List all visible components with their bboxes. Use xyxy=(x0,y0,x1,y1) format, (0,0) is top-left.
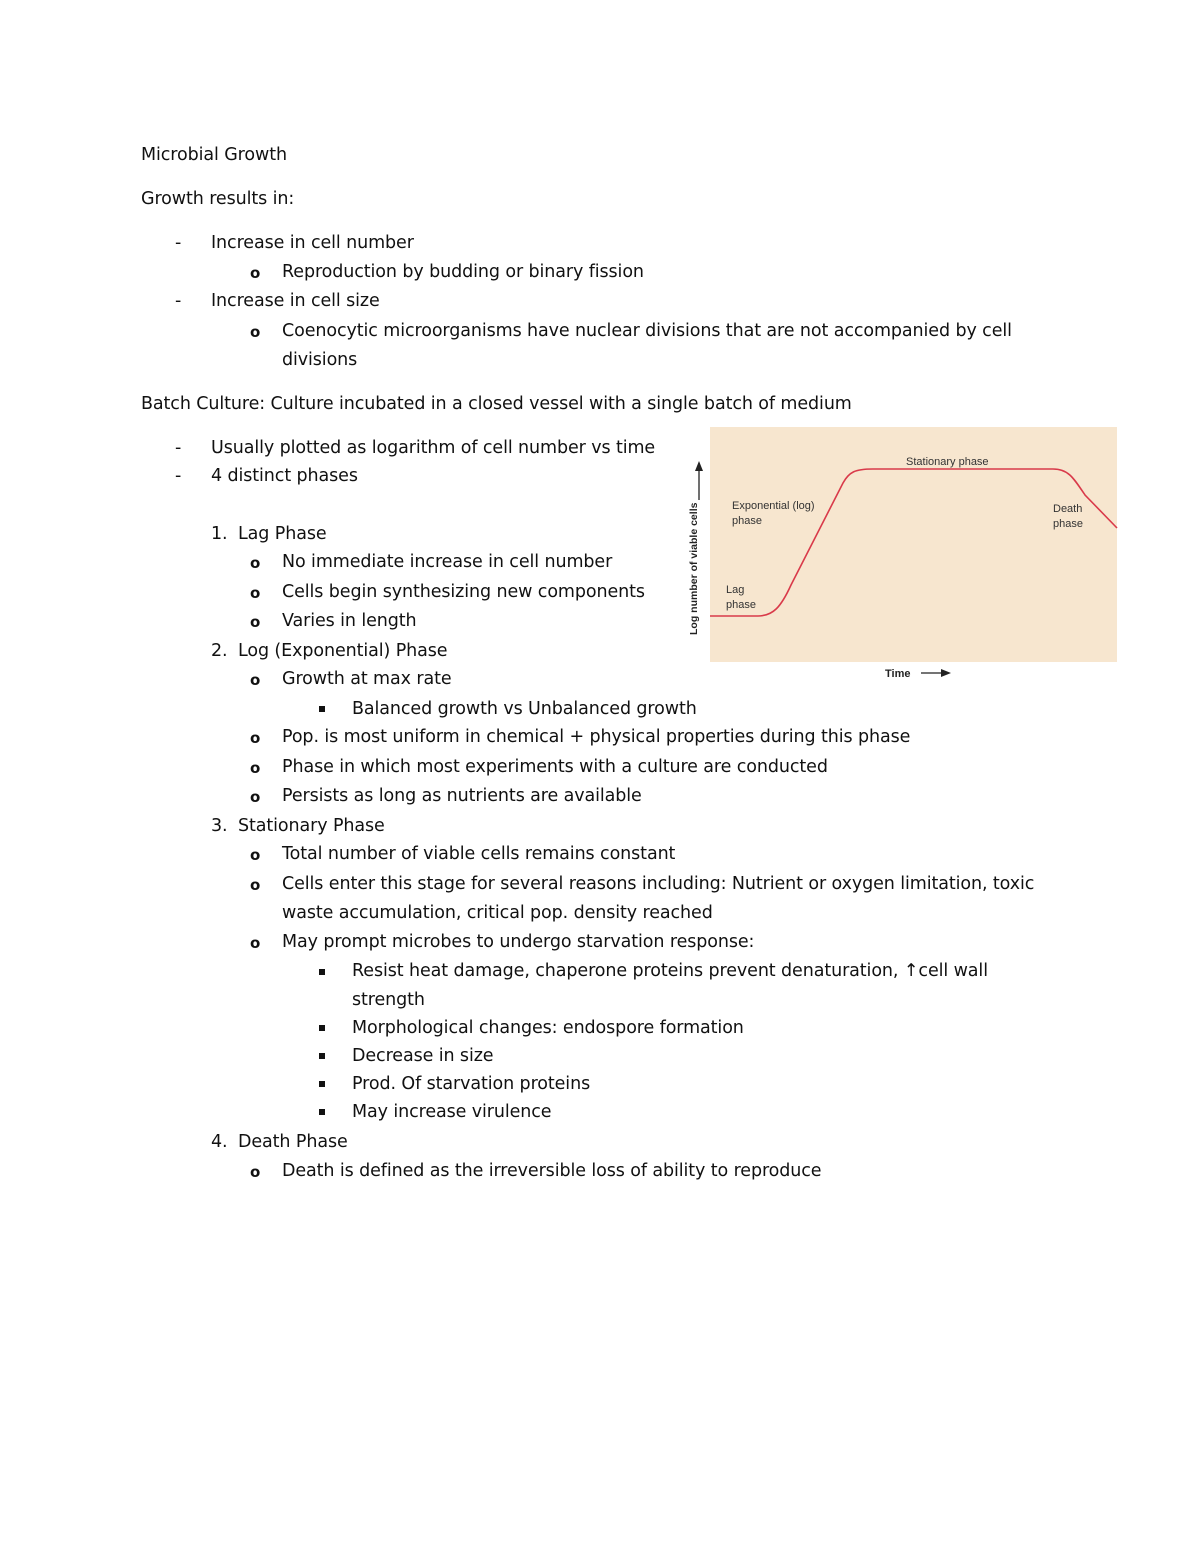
circle-bullet: o xyxy=(250,323,261,341)
list-item: Balanced growth vs Unbalanced growth xyxy=(352,699,697,719)
list-item-text: Resist heat damage, chaperone proteins prevent denaturation, xyxy=(352,961,904,981)
circle-bullet: o xyxy=(250,846,261,864)
list-item: divisions xyxy=(282,350,358,370)
list-item: Decrease in size xyxy=(352,1046,494,1066)
list-item: Morphological changes: endospore formation xyxy=(352,1018,744,1038)
phase-number: 4. xyxy=(211,1132,228,1152)
circle-bullet: o xyxy=(250,729,261,747)
square-bullet xyxy=(319,1081,325,1087)
circle-bullet: o xyxy=(250,788,261,806)
phase-heading: Lag Phase xyxy=(238,524,327,544)
dash-bullet: - xyxy=(175,438,182,458)
batch-heading: Batch Culture: Culture incubated in a closed vessel with a single batch of medium xyxy=(141,394,852,414)
circle-bullet: o xyxy=(250,759,261,777)
list-item: Cells begin synthesizing new components xyxy=(282,582,645,602)
death-phase-label: Death xyxy=(1053,503,1083,515)
list-item: Persists as long as nutrients are available xyxy=(282,786,642,806)
arrow-up-icon xyxy=(695,461,703,471)
circle-bullet: o xyxy=(250,934,261,952)
square-bullet xyxy=(319,706,325,712)
list-item: Coenocytic microorganisms have nuclear divisions that are not accompanied by cell xyxy=(282,321,1012,341)
death-phase-label: phase xyxy=(1053,518,1083,530)
square-bullet xyxy=(319,1053,325,1059)
list-item: 4 distinct phases xyxy=(211,466,358,486)
arrow-up-icon: ↑ xyxy=(903,961,919,981)
list-item: Prod. Of starvation proteins xyxy=(352,1074,591,1094)
list-item: No immediate increase in cell number xyxy=(282,552,613,572)
square-bullet xyxy=(319,969,325,975)
arrow-right-icon xyxy=(941,669,951,677)
exponential-phase-label: Exponential (log) xyxy=(732,500,815,512)
list-item: Cells enter this stage for several reasons including: Nutrient or oxygen limitation, toxic xyxy=(282,874,1035,894)
list-item: Increase in cell number xyxy=(211,233,414,253)
x-axis-label: Time xyxy=(885,668,911,680)
list-item: Death is defined as the irreversible loss of ability to reproduce xyxy=(282,1161,822,1181)
list-item-text: cell wall xyxy=(918,961,988,981)
growth-curve-figure xyxy=(683,425,1119,687)
growth-curve-svg xyxy=(683,425,1119,687)
list-item: Phase in which most experiments with a culture are conducted xyxy=(282,757,828,777)
phase-heading: Death Phase xyxy=(238,1132,348,1152)
circle-bullet: o xyxy=(250,554,261,572)
y-axis-label: Log number of viable cells xyxy=(688,502,700,635)
dash-bullet: - xyxy=(175,233,182,253)
list-item: Growth at max rate xyxy=(282,669,452,689)
exponential-phase-label: phase xyxy=(732,515,762,527)
phase-heading: Log (Exponential) Phase xyxy=(238,641,448,661)
lag-phase-label: phase xyxy=(726,599,756,611)
circle-bullet: o xyxy=(250,876,261,894)
phase-number: 2. xyxy=(211,641,228,661)
list-item: Total number of viable cells remains constant xyxy=(282,844,676,864)
list-item: Pop. is most uniform in chemical + physical properties during this phase xyxy=(282,727,911,747)
list-item: Usually plotted as logarithm of cell number vs time xyxy=(211,438,656,458)
phase-number: 3. xyxy=(211,816,228,836)
circle-bullet: o xyxy=(250,584,261,602)
circle-bullet: o xyxy=(250,264,261,282)
list-item: strength xyxy=(352,990,425,1010)
growth-intro: Growth results in: xyxy=(141,189,295,209)
list-item: Increase in cell size xyxy=(211,291,380,311)
square-bullet xyxy=(319,1025,325,1031)
circle-bullet: o xyxy=(250,671,261,689)
circle-bullet: o xyxy=(250,1163,261,1181)
dash-bullet: - xyxy=(175,291,182,311)
stationary-phase-label: Stationary phase xyxy=(906,456,989,468)
list-item: May prompt microbes to undergo starvation response: xyxy=(282,932,755,952)
doc-title: Microbial Growth xyxy=(141,145,287,165)
list-item: waste accumulation, critical pop. density reached xyxy=(282,903,713,923)
phase-number: 1. xyxy=(211,524,228,544)
dash-bullet: - xyxy=(175,466,182,486)
list-item xyxy=(352,960,988,982)
square-bullet xyxy=(319,1109,325,1115)
lag-phase-label: Lag xyxy=(726,584,745,596)
list-item: Varies in length xyxy=(282,611,417,631)
list-item: Reproduction by budding or binary fission xyxy=(282,262,644,282)
circle-bullet: o xyxy=(250,613,261,631)
phase-heading: Stationary Phase xyxy=(238,816,385,836)
list-item: May increase virulence xyxy=(352,1102,552,1122)
